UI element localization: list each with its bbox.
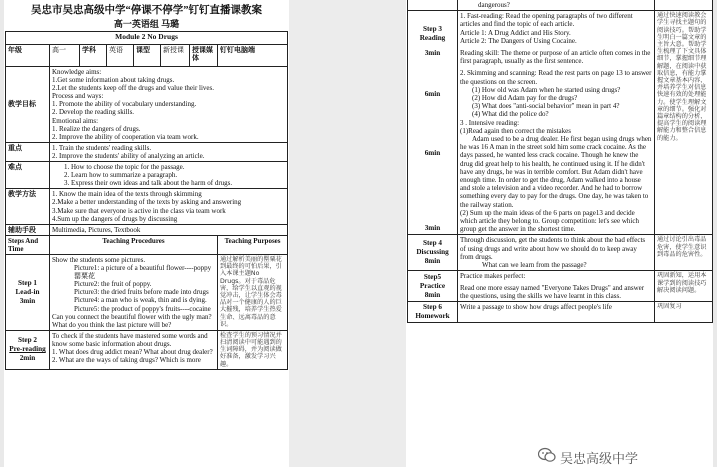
step2-line: 2. What are the ways of taking drugs? Which is more: [52, 356, 201, 365]
step3-name: Reading: [419, 34, 446, 43]
objective-line: 1. Promote the ability of vocabulary understanding.: [52, 100, 197, 109]
grade-value: 高一: [50, 45, 80, 67]
correction-passage: Adam used to be a drug dealer. He first began using drugs when he was 16 A man in the street sold him some crack cocaine. As the days passed, he wanted less crack cocaine. Though he knew the drug did great help to his health, he continued using it. If he didn't have any drugs, he was in terrible comfort. But Adam didn't have enough time. In order to get the drug, Adam walked into a house and stole a television and a video recorder. And he had to borrow something every day to pay for the drugs. One day, he was taken to the railway station.: [460, 135, 652, 209]
step6-label: Step 6: [423, 302, 442, 311]
objectives-content: [50, 67, 288, 143]
summary-task: (2) Sum up the main ideas of the 6 parts on page13 and decide which article they belong to. Group competition: let's see which group get the answer in the shortest time.: [460, 208, 639, 234]
method-line: 4.Sum up the dangers of drugs by discussing: [52, 214, 178, 223]
step4-time: 8min: [424, 257, 441, 266]
step4-name: Discussing: [416, 248, 449, 257]
module-title: Module 2 No Drugs: [6, 32, 288, 45]
step3-question: (2) How did Adam pay for the drugs?: [472, 94, 578, 103]
objective-line: 1.Get some information about taking drugs.: [52, 76, 175, 85]
step3-cell: [408, 11, 458, 235]
step2-cont-purpose: [655, 0, 713, 11]
step5-name: Practice: [419, 281, 446, 290]
step5-label: Step5: [423, 272, 442, 281]
difficult-content: [50, 162, 288, 189]
page-gap: [289, 0, 406, 467]
step1-line: Picture5: the product of poppy's fruits----cocaine: [74, 304, 211, 313]
objective-line: 2. Improve the ability of cooperation via team work.: [52, 132, 199, 141]
step1-purpose: 通过解析美丽的罂粟花到最终的可怕后果，引入本课主题No Drugs。对于毒品危害，给学生以直观的视觉冲击，让学生体会毒品对一个健康的人的巨大摧残，培养学生热爱生命、远离毒品的意识。: [218, 254, 288, 330]
step1-name: Lead-in: [15, 287, 40, 296]
method-line: 2.Make a better understanding of the texts by asking and answering: [52, 198, 242, 207]
step2-line: 1. What does drug addict mean? What about drug dealer?: [52, 348, 213, 356]
step4-label: Step 4: [423, 239, 442, 248]
step6-name: Homework: [415, 311, 450, 320]
key-point-line: 1. Train the students' reading skills.: [52, 143, 152, 152]
step3-purpose: 通过快速阅读教会学生寻找主题句的阅读技巧。帮助学生明白一篇文章的主旨大意。帮助学生梳理了下文具体细节，掌握细节理解题，在阅读中获取信息，有能力掌握文章基本内容，并培养学生对信息快速有效的处理能力。使学生理解文章的细节。强化对篇章结构的分析，提高学生的阅读理解能力和整合信息的能力。: [655, 11, 713, 235]
objectives-label: 教学目标: [6, 67, 50, 143]
key-points-content: [50, 142, 288, 161]
step5-line: Read one more essay named "Everyone Takes Drugs" and answer the questions, using the skills we have learnt in this class.: [460, 283, 645, 300]
objective-line: Process and ways:: [52, 92, 104, 101]
difficult-label: 难点: [6, 162, 50, 189]
step1-line: Can you connect the beautiful flower with the ugly man?: [52, 312, 212, 321]
aids-label: 辅助手段: [6, 224, 50, 235]
subject-label: 学科: [80, 45, 107, 67]
step2-name: Pre-reading: [9, 345, 46, 354]
document-subtitle: 高一英语组 马璐: [113, 19, 180, 29]
step1-line: Picture3: the dried fruits before made into drugs: [74, 288, 209, 297]
step2-content: [50, 330, 218, 369]
step3-content: [458, 11, 655, 235]
method-line: 1. Know the main idea of the texts through skimming: [52, 190, 202, 199]
step3-line: (1)Read again then correct the mistakes: [460, 126, 571, 135]
step1-content: [50, 254, 218, 330]
step3-line: 1. Fast-reading: Read the opening paragraphs of two different articles and find the topic of each article.: [460, 12, 633, 29]
difficult-line: 1. How to choose the topic for the passage.: [64, 163, 185, 172]
key-point-line: 2. Improve the students' ability of analyzing an article.: [52, 151, 205, 160]
procedures-header: Teaching Procedures: [50, 235, 218, 254]
step1-line: Picture2: the fruit of poppy.: [74, 280, 152, 289]
step3-question: (4) What did the police do?: [472, 110, 549, 119]
step3-time-skim: 6min: [424, 90, 441, 99]
step4-line: Through discussion, get the students to think about the bad effects of using drugs and write about how we should do to keep away from drugs.: [460, 236, 646, 261]
type-label: 课型: [134, 45, 161, 67]
step2-cont-content: dangerous?: [458, 0, 655, 11]
step4-content: [458, 235, 655, 271]
step5-content: [458, 271, 655, 302]
reading-skill-note: Reading skill: The theme or purpose of an article often comes in the first paragraph, usually as the first sentence.: [460, 49, 651, 66]
step2-purpose: 检查学生的预习情况并扫清阅读中可能遇到的生词障碍，并为阅读做好准备，激发学习兴趣。: [218, 330, 288, 369]
aids-content: Multimedia, Pictures, Textbook: [50, 224, 288, 235]
grade-label: 年级: [6, 45, 50, 67]
media-label: 授课媒体: [190, 45, 218, 67]
step1-cell: [6, 254, 50, 330]
step6-cell: [408, 301, 458, 322]
right-page: [406, 0, 713, 467]
step1-line: Picture4: a man who is weak, thin and is dying.: [74, 296, 207, 305]
step3-label: Step 3: [423, 25, 442, 34]
step5-cell: [408, 271, 458, 302]
left-page: [4, 0, 289, 467]
step4-line: What can we learn from the passage?: [482, 261, 587, 270]
type-value: 新授课: [161, 45, 190, 67]
step3-line: 3 . Intensive reading:: [460, 118, 520, 127]
media-value: 钉钉电脑端: [218, 45, 288, 67]
document-title: 吴忠市吴忠高级中学“停课不停学”钉钉直播课教案: [31, 5, 262, 16]
step2-time: 2min: [19, 354, 36, 363]
difficult-line: 3. Express their own ideas and talk about the harm of drugs.: [64, 179, 233, 188]
step1-line: Picture1: a picture of a beautiful flower----poppy 罂粟花: [74, 264, 212, 281]
step3-line: 2. Skimming and scanning: Read the rest parts on page 13 to answer the questions on the screen.: [460, 69, 652, 86]
methods-content: [50, 189, 288, 224]
procedures-table-continued: [407, 0, 713, 323]
step6-content: Write a passage to show how drugs affect people's life: [458, 301, 655, 322]
step3-line: Article 1: A Drug Addict and His Story.: [460, 28, 571, 37]
step2-cell: [6, 330, 50, 369]
step1-label: Step 1: [18, 278, 37, 287]
step2-label: Step 2: [18, 336, 37, 345]
step2-line: To check if the students have mastered some words and know some basic information about drugs.: [52, 331, 208, 348]
steps-header: Steps And Time: [6, 235, 50, 254]
purposes-header: Teaching Purposes: [218, 235, 288, 254]
step4-cell: [408, 235, 458, 271]
methods-label: 教学方法: [6, 189, 50, 224]
step1-line: Show the students some pictures.: [52, 255, 146, 264]
objective-line: 1. Realize the dangers of drugs.: [52, 124, 141, 133]
wechat-logo-icon: [538, 447, 556, 463]
step3-time-fast: 3min: [424, 49, 441, 58]
step3-time-summary: 3min: [424, 224, 441, 233]
step5-purpose: 巩固新知，运用本课学到的阅读技巧解决阅读问题。: [655, 271, 713, 302]
step5-line: Practice makes perfect:: [460, 272, 526, 281]
difficult-line: 2. Learn how to summarize a paragraph.: [64, 171, 178, 180]
step4-purpose: 通过讨论引出毒品危害，使学生意识到毒品的危害性。: [655, 235, 713, 271]
step3-question: (3) What does "anti-social behavior" mean in part 4?: [472, 102, 620, 111]
step5-time: 8min: [424, 290, 441, 299]
subject-value: 英语: [107, 45, 134, 67]
step3-time-intensive: 6min: [424, 149, 441, 158]
step2-cont-steps: [408, 0, 458, 11]
watermark-text: 吴忠高级中学: [560, 452, 639, 467]
objective-line: 2. Develop the reading skills.: [52, 108, 135, 117]
objective-line: 2.Let the students keep off the drugs and value their lives.: [52, 84, 214, 93]
method-line: 3.Make sure that everyone is active in the class via team work: [52, 206, 226, 215]
info-row: [6, 45, 288, 67]
objective-line: Emotional aims:: [52, 116, 99, 125]
lesson-plan-table: [5, 31, 288, 370]
step3-line: Article 2: The Dangers of Using Cocaine.: [460, 36, 577, 45]
step1-line: What do you think the last picture will be?: [52, 320, 172, 329]
key-points-label: 重点: [6, 142, 50, 161]
step1-time: 3min: [19, 296, 36, 305]
objective-line: Knowledge aims:: [52, 68, 102, 76]
step3-question: (1) How old was Adam when he started using drugs?: [472, 85, 621, 94]
step6-purpose: 巩固复习: [655, 301, 713, 322]
